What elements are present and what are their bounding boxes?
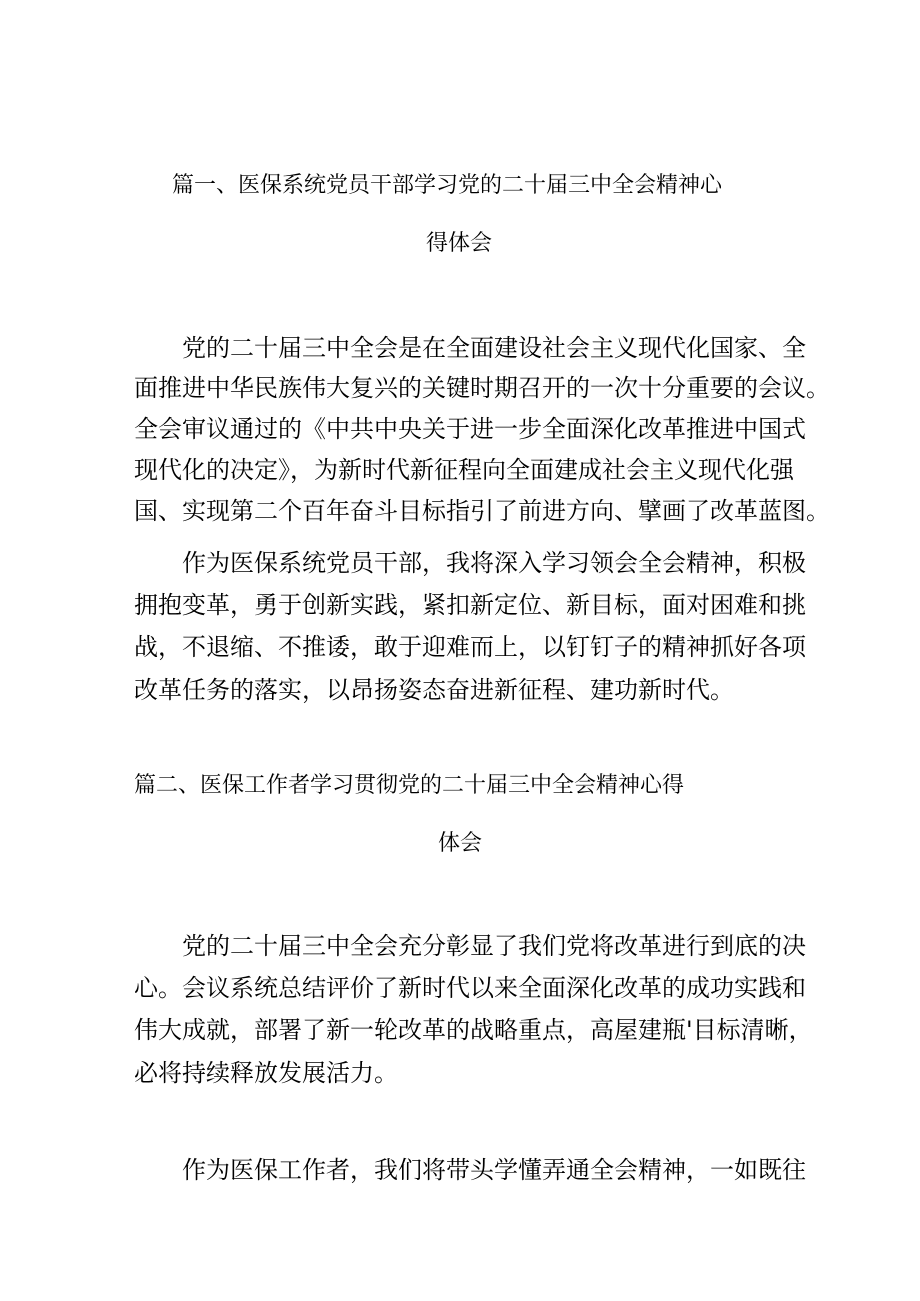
section1-para1-line3: 全会审议通过的《中共中央关于进一步全面深化改革推进中国式 (134, 415, 806, 443)
section2-para2-line1: 作为医保工作者，我们将带头学懂弄通全会精神，一如既往 (182, 1156, 806, 1184)
section1-para1-line4: 现代化的决定》，为新时代新征程向全面建成社会主义现代化强 (134, 456, 794, 484)
section1-para2-line2: 拥抱变革，勇于创新实践，紧扣新定位、新目标，面对困难和挑 (134, 591, 806, 619)
section2-heading-line1: 篇二、医保工作者学习贯彻党的二十届三中全会精神心得 (134, 773, 685, 798)
section2-heading-line2: 体会 (438, 831, 483, 856)
section2-para1-line2: 心。会议系统总结评价了新时代以来全面深化改革的成功实践和 (134, 974, 806, 1002)
section1-para2-line3: 战，不退缩、不推诿，敢于迎难而上，以钉钉子的精神抓好各项 (134, 633, 806, 661)
section1-para2-line1: 作为医保系统党员干部，我将深入学习领会全会精神，积极 (182, 549, 806, 577)
section1-heading-line2: 得体会 (426, 231, 493, 256)
section1-para1-line5: 国、实现第二个百年奋斗目标指引了前进方向、擘画了改革蓝图。 (134, 497, 830, 525)
section2-para1-line1: 党的二十届三中全会充分彰显了我们党将改革进行到底的决 (182, 932, 806, 960)
section1-para2-line4: 改革任务的落实，以昂扬姿态奋进新征程、建功新时代。 (134, 676, 734, 704)
section2-para1-line4: 必将持续释放发展活力。 (134, 1059, 398, 1087)
section2-para1-line3: 伟大成就，部署了新一轮改革的战略重点，高屋建瓶'目标清晰， (134, 1016, 813, 1044)
section1-para1-line2: 面推进中华民族伟大复兴的关键时期召开的一次十分重要的会议。 (134, 374, 830, 402)
section1-heading-line1: 篇一、医保系统党员干部学习党的二十届三中全会精神心 (172, 173, 723, 198)
section1-para1-line1: 党的二十届三中全会是在全面建设社会主义现代化国家、全 (182, 334, 806, 362)
